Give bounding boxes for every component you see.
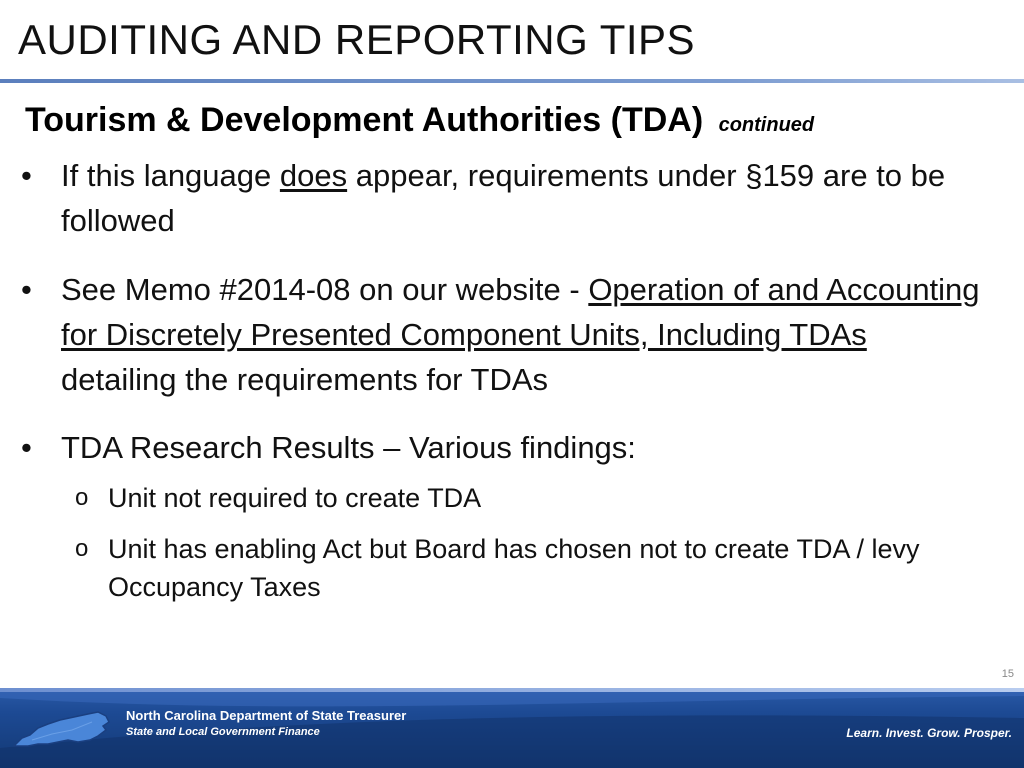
- circle-bullet-icon: o: [75, 484, 89, 511]
- bullet-text-cont: appear, requirements under §159 are to be followed: [61, 158, 946, 238]
- bullet-item: [21, 425, 981, 470]
- bullet-text: See Memo #2014-08 on our website -: [61, 272, 589, 307]
- sub-bullet-text: Unit has enabling Act but Board has chosen not to create TDA / levy Occupancy Taxes: [108, 534, 920, 602]
- circle-bullet-icon: o: [75, 535, 89, 562]
- bullet-item: [21, 153, 981, 243]
- sub-bullet-item: [75, 530, 988, 606]
- footer-banner: [0, 688, 1024, 768]
- page-title: AUDITING AND REPORTING TIPS: [18, 16, 696, 63]
- bullet-dot-icon: •: [21, 272, 32, 307]
- bullet-item: [21, 267, 981, 402]
- subtitle-text: Tourism & Development Authorities (TDA): [25, 101, 704, 139]
- memo-link[interactable]: Operation of and Accounting for Discretely Presented Component Units, Including TDAs: [61, 272, 980, 352]
- department-name: North Carolina Department of State Treasurer: [126, 708, 407, 723]
- page-number: 15: [1001, 668, 1014, 680]
- bullet-dot-icon: •: [21, 430, 32, 465]
- title-divider: [0, 79, 1024, 83]
- bullet-dot-icon: •: [21, 158, 32, 193]
- sub-bullet-text: Unit not required to create TDA: [108, 483, 482, 513]
- nc-state-map-icon: [12, 702, 112, 752]
- sub-bullet-item: [75, 479, 988, 517]
- slide-subtitle: [25, 101, 814, 140]
- bullet-text: TDA Research Results – Various findings:: [61, 430, 636, 465]
- emphasis-does: does: [279, 158, 348, 193]
- bullet-text-cont: detailing the requirements for TDAs: [61, 362, 549, 397]
- tagline: Learn. Invest. Grow. Prosper.: [846, 726, 1012, 740]
- bullet-text: If this language: [61, 158, 280, 193]
- division-name: State and Local Government Finance: [126, 726, 320, 738]
- subtitle-note: continued: [718, 114, 815, 136]
